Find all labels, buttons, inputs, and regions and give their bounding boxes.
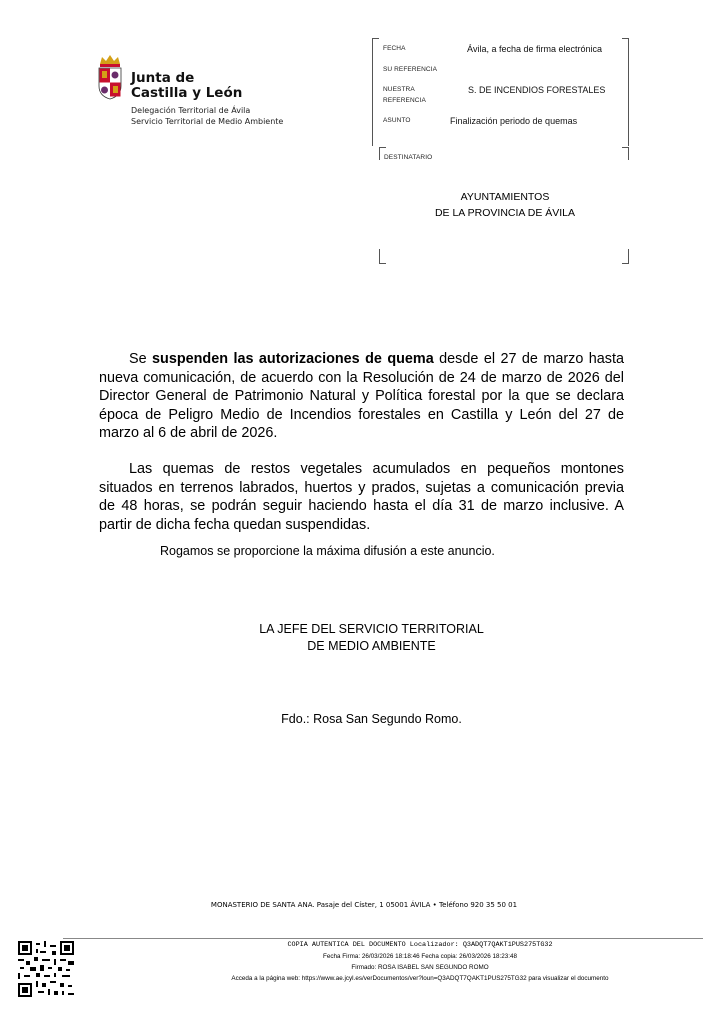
recipient-line-1: AYUNTAMIENTOS xyxy=(460,191,550,203)
p1-rest: desde el 27 de marzo hasta nueva comunicación, de acuerdo con la Resolución de 24 de marzo de 2026 del Director General de Patrimonio Natural y Política forestal por la que se declara época de Peligro Medio de Incendios forestales en Castilla y León del 27 de marzo al 6 de abril de 2026. xyxy=(99,351,624,441)
paragraph-3: Rogamos se proporcione la máxima difusión a este anuncio. xyxy=(160,544,495,558)
bracket-top-left xyxy=(372,38,379,146)
fecha-label: FECHA xyxy=(383,45,406,52)
nuestra-referencia-value: S. DE INCENDIOS FORESTALES xyxy=(468,85,606,95)
footer-copy-line xyxy=(150,940,690,950)
asunto-label: ASUNTO xyxy=(383,117,411,124)
recipient-line-2: DE LA PROVINCIA DE ÁVILA xyxy=(434,207,576,219)
nuestra-label-1: NUESTRA xyxy=(383,86,415,93)
bracket-top-right xyxy=(622,38,629,146)
signature-name: Fdo.: Rosa San Segundo Romo. xyxy=(281,712,462,726)
logo-line-2: Castilla y León xyxy=(131,85,243,101)
footer-verify-link[interactable]: Acceda a la página web: https://www.ae.jcyl.es/verDocumentos/ver?loun=Q3ADQT7QAKT1PUS275TG32 para visualizar el documento xyxy=(231,975,609,982)
footer-signed-by: Firmado: ROSA ISABEL SAN SEGUNDO ROMO xyxy=(351,964,489,971)
org-service: Servicio Territorial de Medio Ambiente xyxy=(131,116,284,126)
signature-title xyxy=(200,621,543,655)
bracket-bottom-right xyxy=(622,249,629,264)
coat-of-arms-logo xyxy=(97,54,123,100)
logo-wordmark xyxy=(131,71,242,101)
destinatario-label: DESTINATARIO xyxy=(384,154,433,161)
paragraph-2 xyxy=(99,460,624,534)
nuestra-label-2: REFERENCIA xyxy=(383,97,426,104)
asunto-value: Finalización periodo de quemas xyxy=(450,116,578,126)
org-delegation: Delegación Territorial de Ávila xyxy=(131,106,251,115)
paragraph-1 xyxy=(99,350,624,443)
qr-code-icon xyxy=(18,941,74,997)
signature-title-line-1: LA JEFE DEL SERVICIO TERRITORIAL xyxy=(259,622,484,636)
p1-start: Se xyxy=(129,351,153,367)
logo-line-1: Junta de xyxy=(131,70,195,86)
footer-copy-text: COPIA AUTENTICA DEL DOCUMENTO Localizador: Q3ADQT7QAKT1PUS275TG32 xyxy=(287,941,553,949)
address-line: MONASTERIO DE SANTA ANA. Pasaje del Císter, 1 05001 ÁVILA • Teléfono 920 35 50 01 xyxy=(210,901,518,909)
bracket-bottom-left xyxy=(379,249,386,264)
fecha-value: Ávila, a fecha de firma electrónica xyxy=(467,44,603,54)
org-info xyxy=(131,106,283,127)
p1-bold: suspenden las autorizaciones de quema xyxy=(152,351,434,367)
bracket-dest-right xyxy=(622,147,629,160)
signature-title-line-2: DE MEDIO AMBIENTE xyxy=(307,639,436,653)
recipient-block xyxy=(380,189,630,221)
su-referencia-label: SU REFERENCIA xyxy=(383,66,438,73)
p2-text: Las quemas de restos vegetales acumulados en pequeños montones situados en terrenos labrados, huertos y prados, sujetas a comunicación previa de 48 horas, se podrán seguir haciendo hasta el día 31 de marzo inclusive. A partir de dicha fecha quedan suspendidas. xyxy=(99,461,624,533)
footer-dates: Fecha Firma: 26/03/2026 18:18:46 Fecha copia: 26/03/2026 18:23:48 xyxy=(323,953,517,960)
footer-divider xyxy=(63,938,703,939)
